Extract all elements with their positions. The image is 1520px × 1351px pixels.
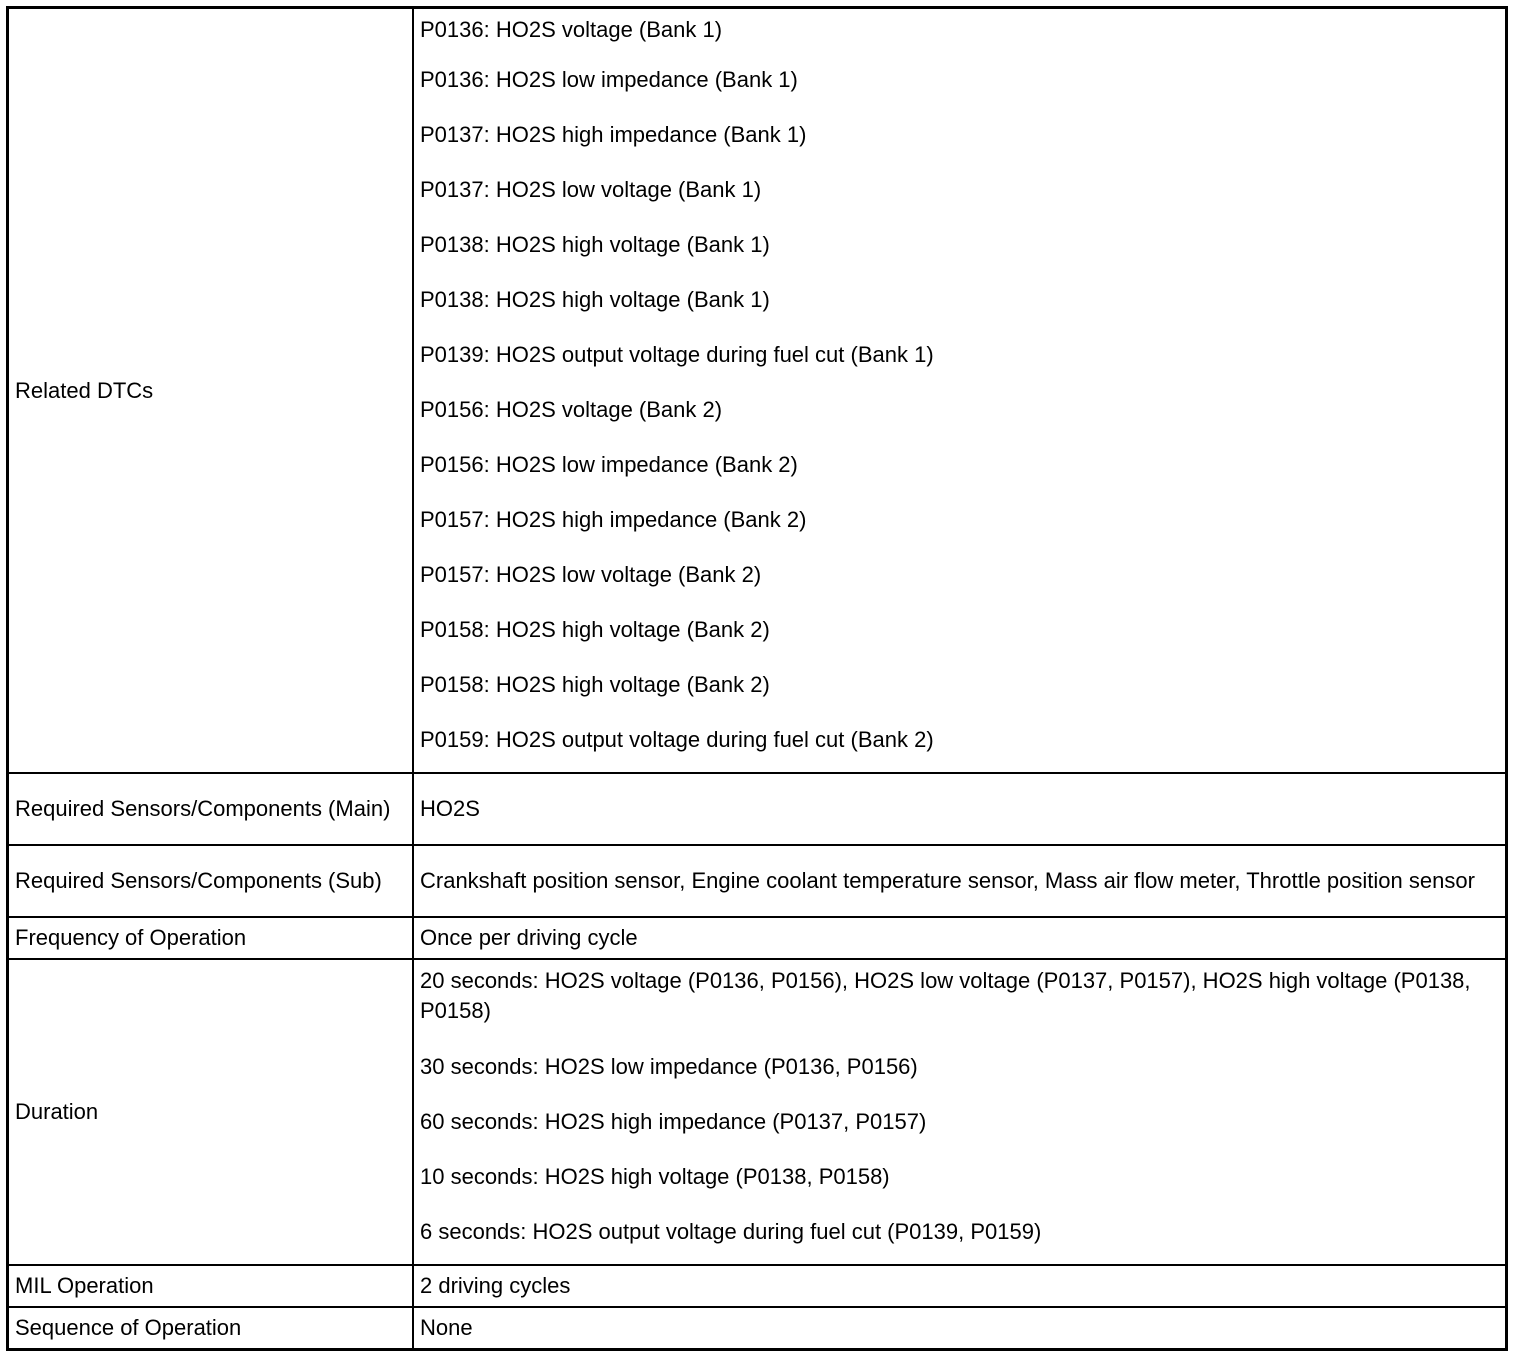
- dtc-item: P0138: HO2S high voltage (Bank 1): [420, 232, 770, 257]
- row-value: HO2S: [413, 773, 1507, 845]
- row-value: None: [413, 1307, 1507, 1350]
- dtc-item: P0157: HO2S high impedance (Bank 2): [420, 507, 807, 532]
- duration-item: 20 seconds: HO2S voltage (P0136, P0156), HO2S low voltage (P0137, P0157), HO2S high voltage (P0138, P0158): [420, 968, 1471, 1023]
- dtc-item: P0137: HO2S low voltage (Bank 1): [420, 177, 762, 202]
- row-label: Duration: [8, 959, 414, 1265]
- row-value: Once per driving cycle: [413, 917, 1507, 959]
- table-row-sequence: [8, 1307, 1507, 1350]
- row-label: MIL Operation: [8, 1265, 414, 1307]
- dtc-item: P0156: HO2S voltage (Bank 2): [420, 397, 723, 422]
- row-label: Required Sensors/Components (Main): [8, 773, 414, 845]
- dtc-item: P0157: HO2S low voltage (Bank 2): [420, 562, 762, 587]
- row-value-list: [413, 959, 1507, 1265]
- row-value: Crankshaft position sensor, Engine coolant temperature sensor, Mass air flow meter, Throttle position sensor: [413, 845, 1507, 917]
- duration-item: 6 seconds: HO2S output voltage during fuel cut (P0139, P0159): [420, 1219, 1042, 1244]
- row-label: Related DTCs: [8, 8, 414, 774]
- table-row-main-components: [8, 773, 1507, 845]
- row-value-list: [413, 8, 1507, 774]
- duration-item: 60 seconds: HO2S high impedance (P0137, P0157): [420, 1109, 927, 1134]
- dtc-item: P0136: HO2S low impedance (Bank 1): [420, 67, 798, 92]
- table-row-sub-components: [8, 845, 1507, 917]
- row-label: Sequence of Operation: [8, 1307, 414, 1350]
- dtc-item: P0137: HO2S high impedance (Bank 1): [420, 122, 807, 147]
- dtc-item: P0139: HO2S output voltage during fuel cut (Bank 1): [420, 342, 934, 367]
- dtc-item: P0159: HO2S output voltage during fuel cut (Bank 2): [420, 727, 934, 752]
- row-label: Frequency of Operation: [8, 917, 414, 959]
- specification-table: [6, 6, 1508, 1351]
- duration-item: 30 seconds: HO2S low impedance (P0136, P0156): [420, 1054, 918, 1079]
- duration-item: 10 seconds: HO2S high voltage (P0138, P0158): [420, 1164, 890, 1189]
- table-row-related-dtcs: [8, 8, 1507, 774]
- row-label: Required Sensors/Components (Sub): [8, 845, 414, 917]
- dtc-item: P0136: HO2S voltage (Bank 1): [420, 17, 723, 42]
- table-row-mil-operation: [8, 1265, 1507, 1307]
- table-row-duration: [8, 959, 1507, 1265]
- dtc-item: P0158: HO2S high voltage (Bank 2): [420, 672, 770, 697]
- dtc-item: P0158: HO2S high voltage (Bank 2): [420, 617, 770, 642]
- table-row-frequency: [8, 917, 1507, 959]
- row-value: 2 driving cycles: [413, 1265, 1507, 1307]
- dtc-item: P0138: HO2S high voltage (Bank 1): [420, 287, 770, 312]
- dtc-item: P0156: HO2S low impedance (Bank 2): [420, 452, 798, 477]
